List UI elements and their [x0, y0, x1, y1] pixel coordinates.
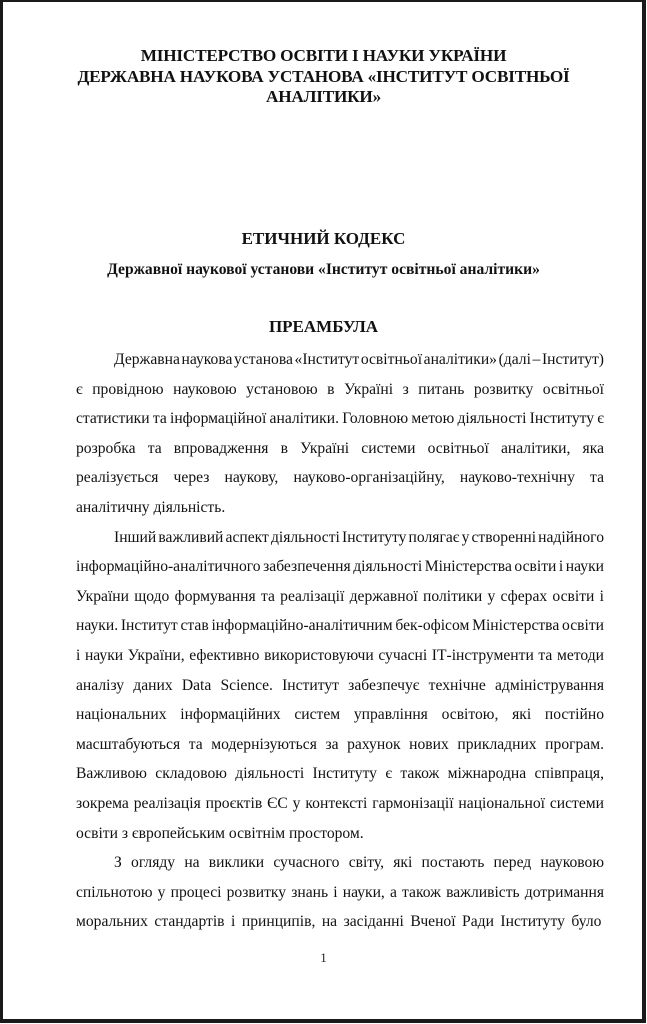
paragraph-line: науки. Інститут став інформаційно-аналітичним бек-офісом Міністерства освіти	[76, 617, 604, 635]
preamble-body	[76, 345, 604, 937]
paragraph-line: Інший важливий аспект діяльності Інституту полягає у створенні надійного	[114, 528, 604, 546]
section-heading-preamble: ПРЕАМБУЛА	[268, 317, 379, 336]
paragraph-3	[76, 848, 604, 937]
paragraph-line: України щодо формування та реалізації державної політики у сферах освіти і	[76, 587, 604, 605]
paragraph-line: освіти з європейським освітнім простором.	[76, 824, 364, 842]
paragraph-line: національних інформаційних систем управління освітою, які постійно	[76, 706, 604, 724]
paragraph-2	[76, 523, 604, 849]
paragraph-line: масштабуються та модернізуються за рахунок нових прикладних програм.	[76, 735, 604, 753]
paragraph-line: реалізується через наукову, науково-організаційну, науково-технічну та	[76, 469, 604, 487]
paragraph-line: Важливою складовою діяльності Інституту є також міжнародна співпраця,	[76, 765, 604, 783]
header-ministry-line: МІНІСТЕРСТВО ОСВІТИ І НАУКИ УКРАЇНИ	[140, 46, 507, 65]
document-subtitle: Державної наукової установи «Інститут освітньої аналітики»	[107, 261, 540, 278]
paragraph-line: аналітичну діяльність.	[76, 498, 226, 516]
paragraph-line: моральних стандартів і принципів, на засіданні Вченої Ради Інституту було	[76, 913, 602, 931]
paragraph-line: і науки України, ефективно використовуючи сучасні ІТ-інструменти та методи	[76, 646, 604, 664]
paragraph-line: зокрема реалізація проєктів ЄС у контексті гармонізації національної системи	[76, 794, 604, 812]
paragraph-line: розробка та впровадження в Україні системи освітньої аналітики, яка	[76, 439, 604, 457]
paragraph-line: Державна наукова установа «Інститут освітньої аналітики» (далі – Інститут)	[114, 351, 604, 368]
paragraph-line: аналізу даних Data Science. Інститут забезпечує технічне адміністрування	[76, 676, 604, 694]
paragraph-line: спільнотою у процесі розвитку знань і науки, а також важливість дотримання	[76, 883, 604, 901]
header-institution-line: ДЕРЖАВНА НАУКОВА УСТАНОВА «ІНСТИТУТ ОСВІТНЬОЇ	[77, 66, 570, 86]
paragraph-line: є провідною науковою установою в Україні з питань розвитку освітньої	[76, 380, 604, 398]
document-title: ЕТИЧНИЙ КОДЕКС	[241, 229, 406, 248]
paragraph-1	[76, 345, 604, 523]
paragraph-line: З огляду на виклики сучасного світу, які постають перед науковою	[114, 854, 604, 872]
document-header	[0, 46, 647, 108]
header-institution-line-cont: АНАЛІТИКИ»	[266, 87, 381, 106]
page-number: 1	[320, 950, 327, 965]
paragraph-line: інформаційно-аналітичного забезпечення діяльності Міністерства освіти і науки	[76, 558, 604, 576]
paragraph-line: статистики та інформаційної аналітики. Головною метою діяльності Інституту є	[76, 410, 604, 428]
